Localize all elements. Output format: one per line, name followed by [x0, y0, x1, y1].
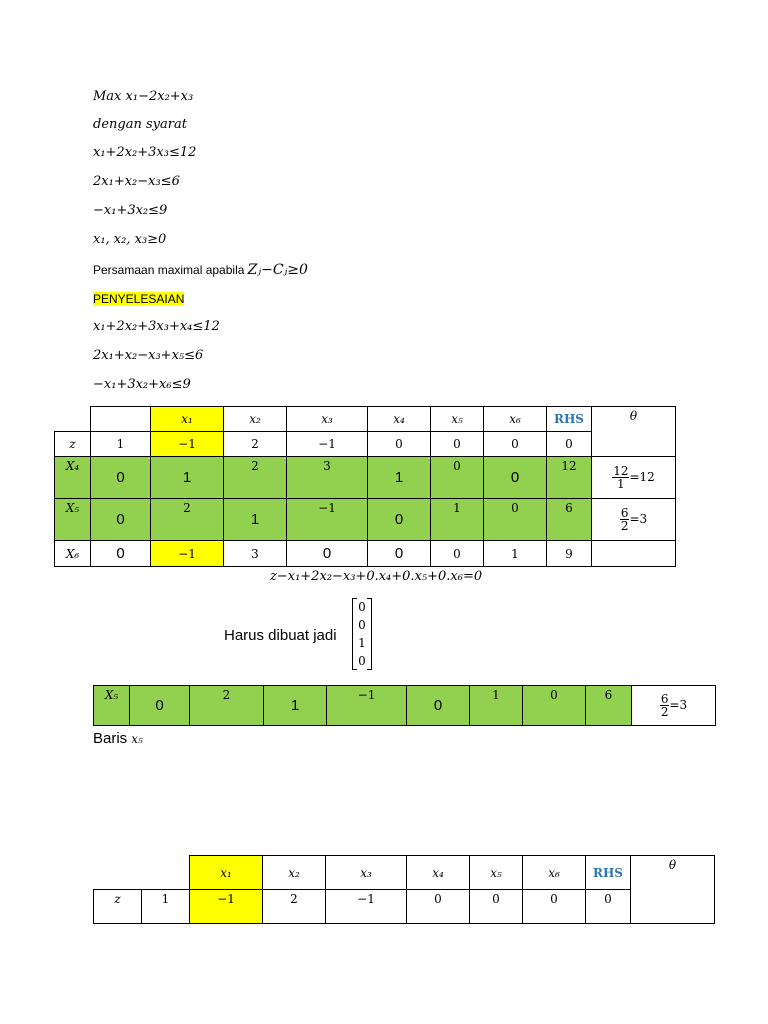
x4-theta-fraction — [612, 465, 629, 490]
pivot-row-cell: 1 — [264, 686, 327, 726]
z-row-cell: 0 — [484, 432, 547, 457]
constraint-2: 2x₁+x₂−x₃≤6 — [93, 174, 180, 189]
x5-row-cell: 1 — [224, 499, 287, 541]
row-x5-caption — [93, 730, 143, 748]
pivot-row-cell: 0 — [523, 686, 586, 726]
theta-symbol: θ — [629, 409, 638, 423]
z-row-cell: −1 — [151, 432, 224, 457]
x5-row-cell: 2 — [151, 499, 224, 541]
row-caption-variable: x₅ — [131, 732, 143, 746]
header-x5: x₅ — [431, 407, 484, 432]
x5-row-cell: 1 — [431, 499, 484, 541]
pivot-row-cell: 6 — [586, 686, 632, 726]
x6-row-cell: 1 — [484, 541, 547, 567]
x4-theta-cell — [592, 457, 676, 499]
tableau2-z-row — [94, 890, 715, 924]
x6-row-cell: 0 — [91, 541, 151, 567]
x4-row-cell: 12 — [547, 457, 592, 499]
header-x2: x₂ — [224, 407, 287, 432]
vector-entry: 0 — [358, 618, 366, 632]
x6-row-cell: −1 — [151, 541, 224, 567]
x4-row-cell: 0 — [484, 457, 547, 499]
z-row-cell: 0 — [586, 890, 631, 924]
x6-theta-cell — [592, 541, 676, 567]
pivot-row-x5-table — [93, 685, 716, 726]
header-x5: x₅ — [470, 856, 523, 890]
target-column-vector — [352, 598, 372, 670]
pivot-row-x5 — [94, 686, 716, 726]
header-x1: x₁ — [190, 856, 263, 890]
pivot-row-theta-cell — [632, 686, 716, 726]
vector-entry: 1 — [358, 636, 366, 650]
x4-row-cell: 1 — [368, 457, 431, 499]
fraction-denominator: 2 — [660, 705, 669, 719]
x6-row-cell: 3 — [224, 541, 287, 567]
z-row-cell: 0 — [368, 432, 431, 457]
z-row-cell: 0 — [431, 432, 484, 457]
constraint-3: −x₁+3x₂≤9 — [93, 203, 168, 218]
vector-entry: 0 — [358, 600, 366, 614]
constraint-1: x₁+2x₂+3x₃≤12 — [93, 145, 197, 160]
simplex-tableau-initial — [54, 406, 676, 567]
optimality-line — [93, 262, 308, 278]
z-row-cell: 0 — [470, 890, 523, 924]
optimality-condition: Zⱼ−Cⱼ≥0 — [247, 262, 308, 278]
x4-row-cell: 0 — [431, 457, 484, 499]
tableau-x6-row — [55, 541, 676, 567]
z-row-cell: 0 — [407, 890, 470, 924]
header-x3: x₃ — [287, 407, 368, 432]
tableau-z-row — [55, 432, 676, 457]
slack-constraint-2: 2x₁+x₂−x₃+x₅≤6 — [93, 348, 204, 363]
z-equation: z−x₁+2x₂−x₃+0.x₄+0.x₅+0.x₆=0 — [270, 569, 483, 584]
header-theta — [631, 856, 715, 924]
vector-entry: 0 — [358, 654, 366, 668]
fraction-denominator: 1 — [617, 477, 625, 491]
x5-row-label: X₅ — [55, 499, 91, 541]
tableau-header-row — [55, 407, 676, 432]
x6-row-cell: 0 — [431, 541, 484, 567]
x5-theta-result: =3 — [629, 512, 648, 526]
tableau-x5-row — [55, 499, 676, 541]
header-x1: x₁ — [151, 407, 224, 432]
x5-row-cell: 0 — [91, 499, 151, 541]
fraction-numerator: 6 — [620, 506, 629, 520]
header-x6: x₆ — [484, 407, 547, 432]
fraction-numerator: 6 — [660, 692, 669, 706]
pivot-row-theta-result: =3 — [669, 698, 688, 712]
z-row-cell: −1 — [326, 890, 407, 924]
tableau-x4-row — [55, 457, 676, 499]
header-basis-cell — [91, 407, 151, 432]
subject-to-label: dengan syarat — [93, 117, 187, 132]
header-theta — [592, 407, 676, 457]
pivot-row-cell: 0 — [407, 686, 470, 726]
pivot-row-cell: 2 — [190, 686, 264, 726]
header-x4: x₄ — [407, 856, 470, 890]
header-blank-cell — [94, 856, 142, 890]
slack-constraint-3: −x₁+3x₂+x₆≤9 — [93, 377, 191, 392]
fraction-numerator: 12 — [613, 464, 629, 478]
nonnegativity-constraint: x₁, x₂, x₃≥0 — [93, 232, 167, 247]
header-x4: x₄ — [368, 407, 431, 432]
pivot-row-cell: −1 — [327, 686, 407, 726]
x4-row-cell: 3 — [287, 457, 368, 499]
objective-function: Max x₁−2x₂+x₃ — [93, 89, 194, 104]
x6-row-cell: 0 — [287, 541, 368, 567]
z-row-cell: −1 — [287, 432, 368, 457]
x5-row-cell: 0 — [484, 499, 547, 541]
pivot-row-cell: 0 — [130, 686, 190, 726]
x5-row-cell: 6 — [547, 499, 592, 541]
simplex-tableau-next — [93, 855, 715, 924]
x5-row-cell: 0 — [368, 499, 431, 541]
x6-row-cell: 9 — [547, 541, 592, 567]
row-caption-label: Baris — [93, 730, 128, 747]
optimality-prefix: Persamaan maximal apabila — [93, 263, 245, 277]
header-x6: x₆ — [523, 856, 586, 890]
pivot-row-cell: 1 — [470, 686, 523, 726]
header-rhs: RHS — [547, 407, 592, 432]
x4-row-cell: 0 — [91, 457, 151, 499]
header-basis-cell — [142, 856, 190, 890]
solution-heading: PENYELESAIAN — [93, 292, 185, 306]
z-row-cell: −1 — [190, 890, 263, 924]
z-row-cell: 2 — [263, 890, 326, 924]
z-row-cell: 1 — [91, 432, 151, 457]
z-row-cell: 2 — [224, 432, 287, 457]
x5-theta-cell — [592, 499, 676, 541]
slack-constraint-1: x₁+2x₂+3x₃+x₄≤12 — [93, 319, 220, 334]
x5-row-cell: −1 — [287, 499, 368, 541]
z-row-cell: 1 — [142, 890, 190, 924]
target-label: Harus dibuat jadi — [224, 627, 337, 644]
z-row-label: z — [55, 432, 91, 457]
header-blank-cell — [55, 407, 91, 432]
x6-row-cell: 0 — [368, 541, 431, 567]
pivot-row-label: X₅ — [94, 686, 130, 726]
header-x2: x₂ — [263, 856, 326, 890]
x4-theta-result: =12 — [629, 470, 655, 484]
fraction-denominator: 2 — [620, 519, 629, 533]
x4-row-cell: 1 — [151, 457, 224, 499]
header-rhs: RHS — [586, 856, 631, 890]
tableau2-header-row — [94, 856, 715, 890]
x4-row-label: X₄ — [55, 457, 91, 499]
z-row-cell: 0 — [523, 890, 586, 924]
header-x3: x₃ — [326, 856, 407, 890]
z-row-cell: 0 — [547, 432, 592, 457]
x4-row-cell: 2 — [224, 457, 287, 499]
x6-row-label: X₆ — [55, 541, 91, 567]
z-row-label: z — [94, 890, 142, 924]
theta-symbol: θ — [668, 858, 677, 872]
